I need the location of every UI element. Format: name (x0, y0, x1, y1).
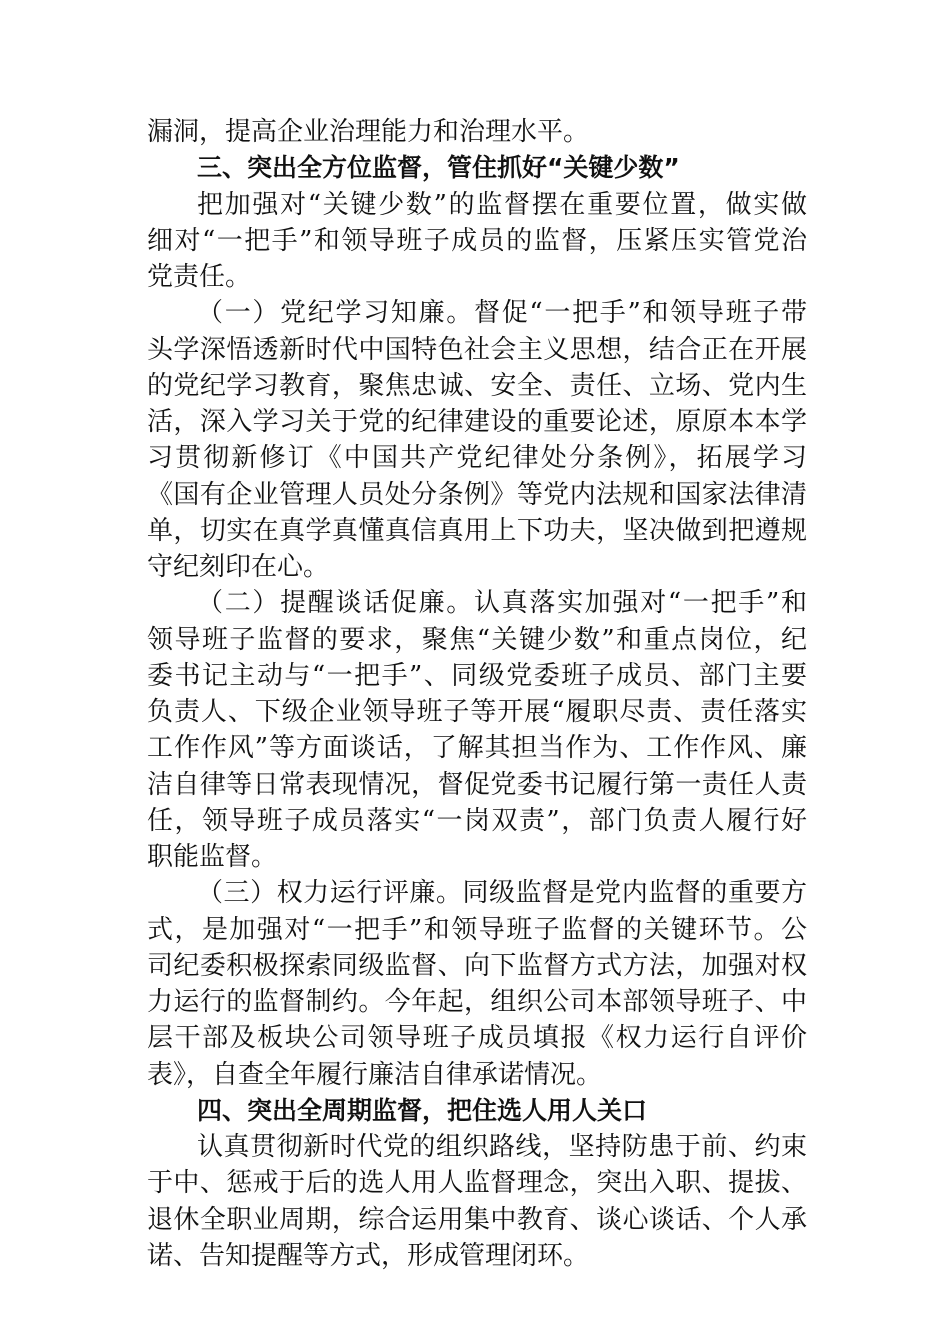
text-line: 党责任。 (147, 262, 252, 292)
text-line: 单，切实在真学真懂真信真用上下功夫，坚决做到把遵规 (147, 516, 807, 546)
text-line: 洁自律等日常表现情况，督促党委书记履行第一责任人责 (147, 770, 807, 800)
text-line: 领导班子监督的要求，聚焦“关键少数”和重点岗位，纪 (147, 625, 807, 655)
text-line: 诺、告知提醒等方式，形成管理闭环。 (147, 1241, 590, 1271)
text-line: 的党纪学习教育，聚焦忠诚、安全、责任、立场、党内生 (147, 371, 807, 401)
text-line: 活，深入学习关于党的纪律建设的重要论述，原原本本学 (147, 407, 807, 437)
subsection-line: （一）党纪学习知廉。督促“一把手”和领导班子带 (197, 298, 807, 328)
text-line: 司纪委积极探索同级监督、向下监督方式方法，加强对权 (147, 951, 807, 981)
text-line: 工作作风”等方面谈话，了解其担当作为、工作作风、廉 (147, 733, 807, 763)
subsection-line: （二）提醒谈话促廉。认真落实加强对“一把手”和 (197, 588, 807, 618)
text-line: 细对“一把手”和领导班子成员的监督，压紧压实管党治 (147, 226, 807, 256)
subsection-line: （三）权力运行评廉。同级监督是党内监督的重要方 (197, 878, 807, 908)
text-line: 漏洞，提高企业治理能力和治理水平。 (147, 117, 590, 147)
section-heading-4: 四、突出全周期监督，把住选人用人关口 (197, 1096, 648, 1125)
text-line: 式，是加强对“一把手”和领导班子监督的关键环节。公 (147, 915, 807, 945)
text-line: 表》，自查全年履行廉洁自律承诺情况。 (147, 1060, 603, 1090)
text-line: 层干部及板块公司领导班子成员填报《权力运行自评价 (147, 1023, 807, 1053)
text-line: 守纪刻印在心。 (147, 552, 330, 582)
text-line: 委书记主动与“一把手”、同级党委班子成员、部门主要 (147, 661, 807, 691)
section-heading-3: 三、突出全方位监督，管住抓好“关键少数” (197, 153, 680, 182)
text-line: 头学深悟透新时代中国特色社会主义思想，结合正在开展 (147, 335, 807, 365)
text-line: 习贯彻新修订《中国共产党纪律处分条例》，拓展学习 (147, 443, 807, 473)
text-line: 认真贯彻新时代党的组织路线，坚持防患于前、约束 (197, 1132, 807, 1162)
text-line: 职能监督。 (147, 842, 278, 872)
text-line: 退休全职业周期，综合运用集中教育、谈心谈话、个人承 (147, 1205, 807, 1235)
text-line: 任，领导班子成员落实“一岗双责”，部门负责人履行好 (147, 806, 807, 836)
text-line: 把加强对“关键少数”的监督摆在重要位置，做实做 (197, 190, 807, 220)
text-line: 负责人、下级企业领导班子等开展“履职尽责、责任落实 (147, 697, 807, 727)
text-line: 力运行的监督制约。今年起，组织公司本部领导班子、中 (147, 987, 807, 1017)
text-line: 于中、惩戒于后的选人用人监督理念，突出入职、提拔、 (147, 1168, 807, 1198)
text-line: 《国有企业管理人员处分条例》等党内法规和国家法律清 (147, 480, 807, 510)
